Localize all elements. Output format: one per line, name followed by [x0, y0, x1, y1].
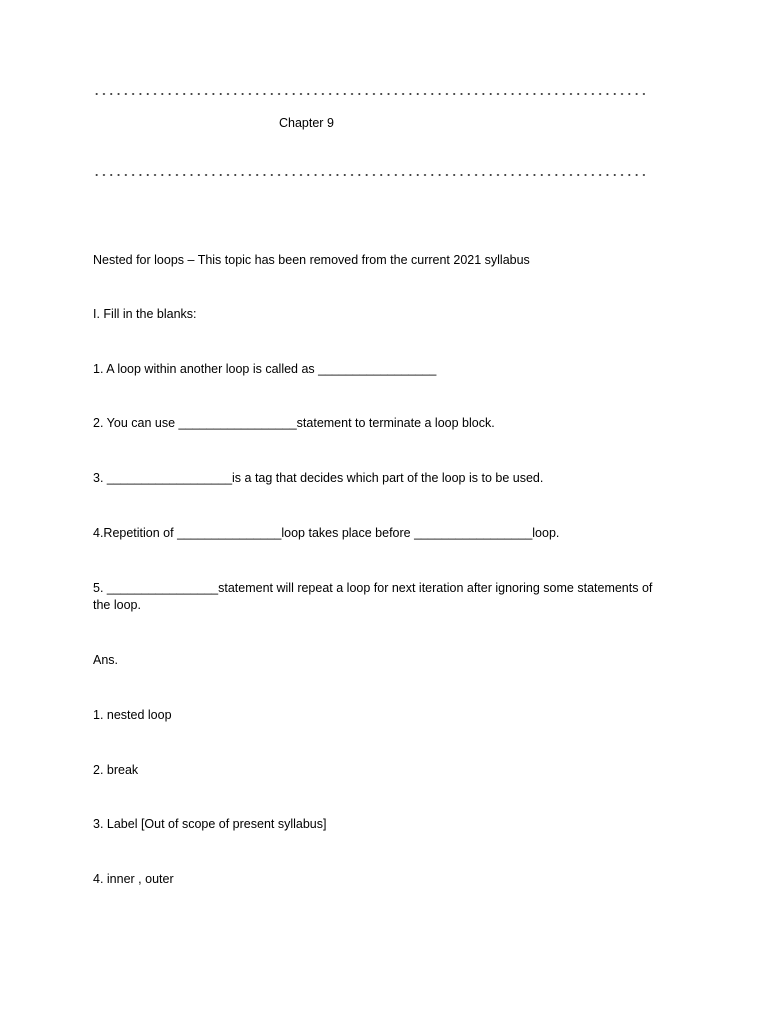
chapter-heading: Chapter 9	[279, 116, 334, 130]
answer-4: 4. inner , outer	[93, 872, 174, 886]
answer-3: 3. Label [Out of scope of present syllabus]	[93, 817, 327, 831]
section-title: I. Fill in the blanks:	[93, 307, 197, 321]
answer-2: 2. break	[93, 763, 139, 777]
answers-title: Ans.	[93, 653, 119, 667]
question-3: 3. __________________is a tag that decides which part of the loop is to be used.	[93, 471, 544, 485]
question-2: 2. You can use _________________statement to terminate a loop block.	[93, 416, 495, 430]
answer-1: 1. nested loop	[93, 708, 172, 722]
question-4: 4.Repetition of _______________loop takes place before _________________loop.	[93, 526, 560, 540]
syllabus-note: Nested for loops – This topic has been removed from the current 2021 syllabus	[93, 253, 530, 267]
question-5: 5. ________________statement will repeat a loop for next iteration after ignoring some statements of the loop.	[93, 581, 653, 612]
question-1: 1. A loop within another loop is called as _________________	[93, 362, 437, 376]
star-divider-bottom	[93, 173, 645, 177]
star-divider-top	[93, 92, 645, 96]
